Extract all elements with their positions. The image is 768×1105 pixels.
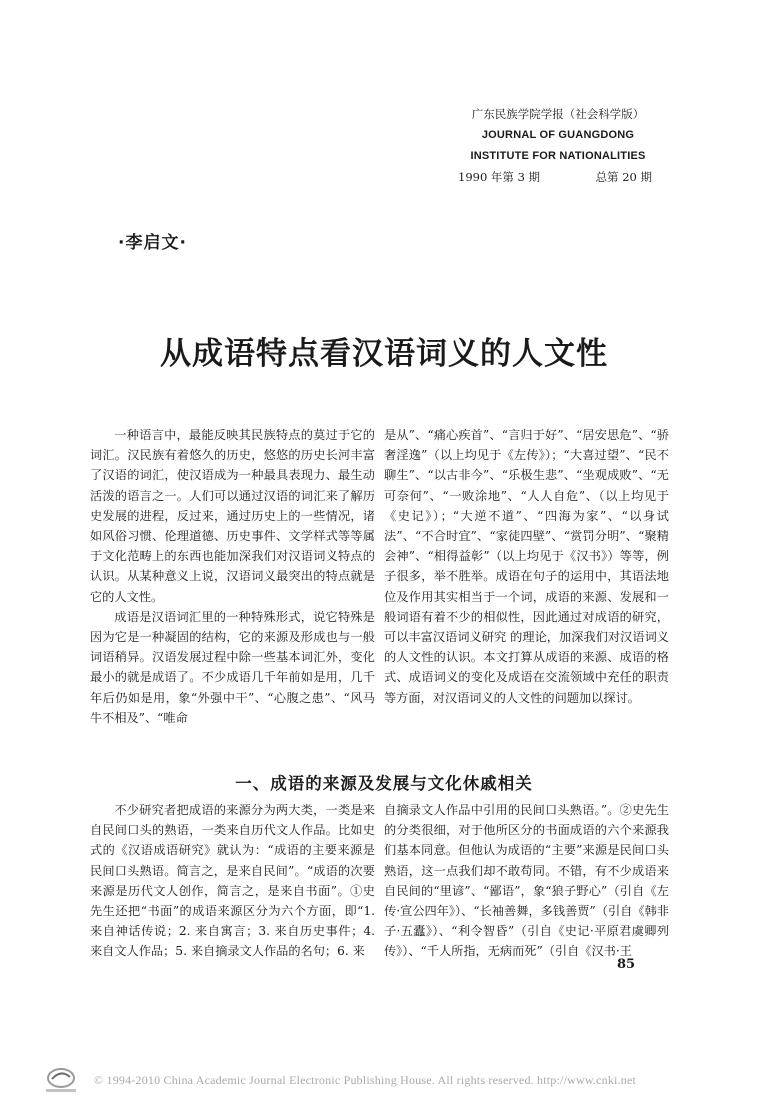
intro-right-column <box>384 425 669 708</box>
issue-info <box>458 167 658 188</box>
issue-number: 1990 年第 3 期 <box>458 170 541 184</box>
section1-paragraph-1-continued: 自摘录文人作品中引用的民间口头熟语。”。②史先生的分类很细，对于他所区分的书面成语的六个来源我们基本同意。但他认为成语的“主要”来源是民间口头熟语，这一点我们却不敢苟同。不错，有不少成语来自民间的“里谚”、“鄙语”，象“狼子野心”（引自《左传·宣公四年》）、“长袖善舞，多钱善贾”（引自《韩非子·五蠹》）、“利令智昏”（引自《史记·平原君虞卿列传》）、“千人所指，无病而死”（引自《汉书·王 <box>384 803 669 959</box>
intro-paragraph-2-continued: 是从”、“痛心疾首”、“言归于好”、“居安思危”、“骄奢淫逸”（以上均见于《左传》）；“大喜过望”、“民不聊生”、“以古非今”、“乐极生悲”、“坐观成败”、“无可奈何”、“一败涂地”、“人人自危”、（以上均见于《史记》）；“大逆不道”、“四海为家”、“以身试法”、“不合时宜”、“家徒四壁”、“赏罚分明”、“聚精会神”、“相得益彰”（以上均见于《汉书》）等等，例子很多，举不胜举。成语在句子的运用中，其语法地位及作用其实相当于一个词，成语的来源、发展和一般词语有着不少的相似性，因此通过对成语的研究，可以丰富汉语词义研究 的理论，加深我们对汉语词义的人文性的认识。本文打算从成语的来源、成语的格式、成语词义的变化及成语在交流领域中充任的职责等方面，对汉语词义的人文性的问题加以探讨。 <box>384 428 669 705</box>
section1-paragraph-1: 不少研究者把成语的来源分为两大类，一类是来自民间口头的熟语，一类来自历代文人作品。比如史式的《汉语成语研究》就认为：“成语的主要来源是民间口头熟语。简言之，是来自民间”。“成语的次要来源是历代文人创作，简言之，是来自书面”。①史先生还把“书面”的成语来源区分为六个方面，即“1. 来自神话传说；2. 来自寓言；3. 来自历史事件；4. 来自文人作品；5. 来自摘录文人作品的名句；6. 来 <box>90 803 375 959</box>
total-issue-number: 总第 20 期 <box>595 170 652 184</box>
journal-name-en-line1: JOURNAL OF GUANGDONG <box>481 129 635 141</box>
intro-paragraph-2: 成语是汉语词汇里的一种特殊形式，说它特殊是因为它是一种凝固的结构，它的来源及形成也与一般词语稍异。汉语发展过程中除一些基本词汇外，变化最小的就是成语了。不少成语几千年前如是用，几千年后仍如是用，象“外强中干”、“心腹之患”、“风马牛不相及”、“唯命 <box>90 609 375 725</box>
section1-left-column <box>90 800 375 962</box>
author-name: ·李启文· <box>118 233 187 253</box>
cnki-logo-icon <box>40 1065 82 1095</box>
journal-header <box>458 104 658 188</box>
copyright-notice: © 1994-2010 China Academic Journal Electronic Publishing House. All rights reserved. http://www.cnki.net <box>94 1072 637 1087</box>
intro-left-column <box>90 425 375 728</box>
journal-name-en-line2: INSTITUTE FOR NATIONALITIES <box>470 150 646 162</box>
section-heading: 一、成语的来源及发展与文化休戚相关 <box>235 774 533 793</box>
article-title: 从成语特点看汉语词义的人文性 <box>160 336 608 372</box>
journal-name-cn: 广东民族学院学报（社会科学版） <box>471 107 645 121</box>
intro-paragraph-1: 一种语言中，最能反映其民族特点的莫过于它的词汇。汉民族有着悠久的历史，悠悠的历史长河丰富了汉语的词汇，使汉语成为一种最具表现力、最生动活泼的语言之一。人们可以通过汉语的词汇来了解历史发展的进程，反过来，通过历史上的一些情况，诸如风俗习惯、伦理道德、历史事件、文学样式等等属于文化范畴上的东西也能加深我们对汉语词义特点的认识。从某种意义上说，汉语词义最突出的特点就是它的人文性。 <box>90 428 375 604</box>
footer <box>40 1063 740 1097</box>
section1-right-column <box>384 800 669 962</box>
page-number: 85 <box>617 957 636 972</box>
